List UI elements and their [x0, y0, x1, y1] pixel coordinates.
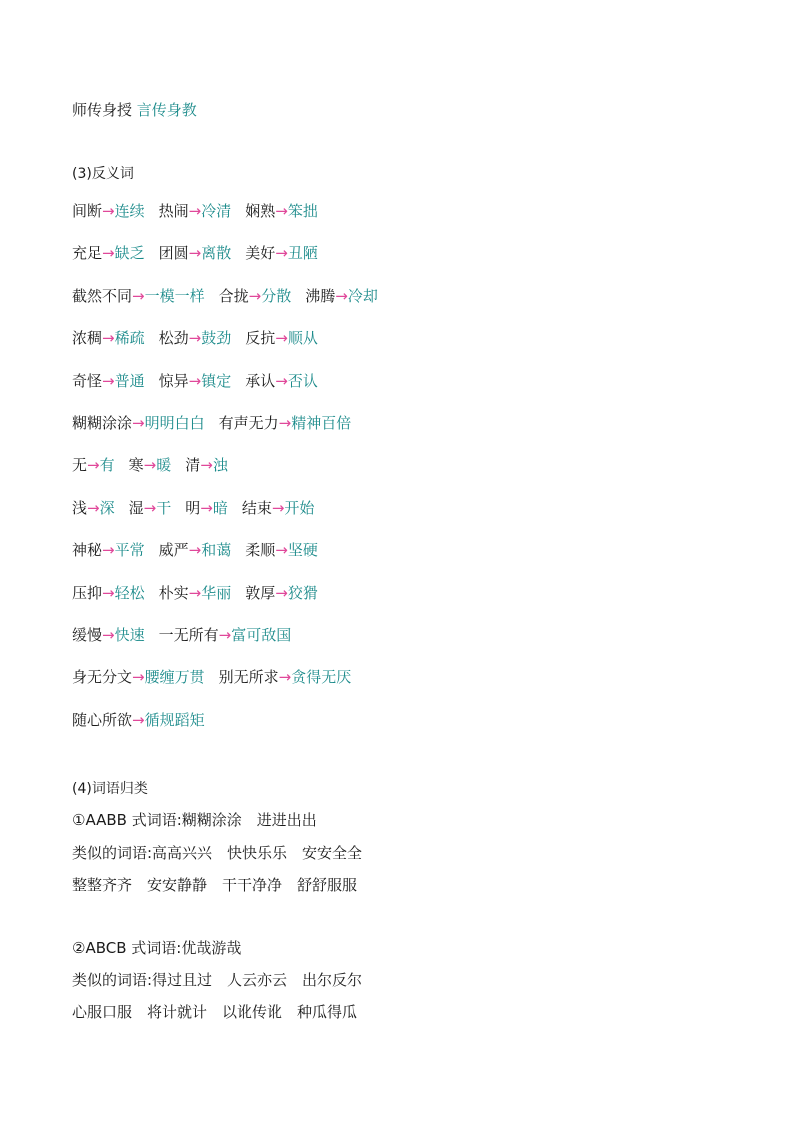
arrow-icon: →: [132, 711, 145, 729]
antonym-pair: [219, 287, 292, 305]
antonym-row: [72, 328, 318, 348]
arrow-icon: →: [188, 584, 202, 602]
arrow-icon: →: [132, 668, 145, 686]
antonym-word: 美好: [245, 244, 276, 262]
antonym-pair: [129, 456, 172, 474]
arrow-icon: →: [102, 329, 115, 347]
antonym-pair: [185, 456, 228, 474]
antonym-pair: [159, 584, 232, 602]
antonym-word: 奇怪: [72, 372, 103, 390]
antonym-word: 身无分文: [72, 668, 133, 686]
intro-line: [72, 100, 197, 120]
antonym-pair: [72, 287, 205, 305]
antonym-word: 结束: [241, 499, 272, 517]
arrow-icon: →: [188, 202, 202, 220]
antonym-word: 糊糊涂涂: [72, 414, 133, 432]
arrow-icon: →: [275, 541, 288, 559]
antonym-row: [72, 455, 228, 475]
antonym-pair: [72, 244, 145, 262]
antonym-word: 明: [185, 499, 201, 517]
arrow-icon: →: [132, 414, 145, 432]
arrow-icon: →: [200, 456, 213, 474]
antonym-word: 有声无力: [218, 414, 279, 432]
antonym-answer: 镇定: [201, 372, 232, 390]
arrow-icon: →: [278, 414, 292, 432]
antonym-word: 浓稠: [72, 329, 103, 347]
arrow-icon: →: [275, 244, 288, 262]
antonym-answer: 贪得无厌: [291, 668, 352, 686]
antonym-answer: 坚硬: [287, 541, 318, 559]
antonym-answer: 稀疏: [114, 329, 145, 347]
arrow-icon: →: [275, 584, 288, 602]
arrow-icon: →: [132, 287, 145, 305]
arrow-icon: →: [275, 202, 288, 220]
antonym-word: 松劲: [158, 329, 189, 347]
antonym-row: [72, 371, 318, 391]
antonym-answer: 笨拙: [287, 202, 318, 220]
antonym-pair: [72, 711, 205, 729]
arrow-icon: →: [200, 499, 213, 517]
arrow-icon: →: [102, 372, 115, 390]
antonym-word: 浅: [72, 499, 88, 517]
arrow-icon: →: [271, 499, 285, 517]
antonym-answer: 顺从: [287, 329, 318, 347]
antonym-answer: 冷清: [201, 202, 232, 220]
antonym-answer: 冷却: [347, 287, 378, 305]
antonym-word: 柔顺: [245, 541, 276, 559]
arrow-icon: →: [102, 626, 115, 644]
arrow-icon: →: [102, 202, 115, 220]
antonym-answer: 富可敌国: [231, 626, 292, 644]
antonym-word: 威严: [158, 541, 189, 559]
antonym-answer: 有: [99, 456, 115, 474]
arrow-icon: →: [143, 499, 157, 517]
antonym-word: 朴实: [158, 584, 189, 602]
antonym-answer: 离散: [201, 244, 232, 262]
antonym-row: [72, 667, 351, 687]
antonym-word: 无: [72, 456, 88, 474]
antonym-answer: 精神百倍: [291, 414, 352, 432]
antonym-word: 承认: [245, 372, 276, 390]
antonym-row: [72, 243, 318, 263]
arrow-icon: →: [87, 456, 100, 474]
antonym-pair: [245, 202, 318, 220]
arrow-icon: →: [143, 456, 157, 474]
antonym-word: 惊异: [158, 372, 189, 390]
arrow-icon: →: [278, 668, 292, 686]
antonym-word: 充足: [72, 244, 103, 262]
arrow-icon: →: [188, 541, 202, 559]
antonym-pair: [72, 372, 145, 390]
antonym-answer: 分散: [261, 287, 292, 305]
antonym-word: 截然不同: [72, 287, 133, 305]
antonym-pair: [219, 668, 352, 686]
arrow-icon: →: [275, 372, 288, 390]
antonym-pair: [72, 329, 145, 347]
antonym-row: [72, 710, 205, 730]
antonym-answer: 狡猾: [287, 584, 318, 602]
antonym-pair: [72, 668, 205, 686]
antonyms-heading: (3)反义词: [72, 166, 134, 182]
antonym-word: 间断: [72, 202, 103, 220]
antonym-pair: [305, 287, 378, 305]
antonym-word: 清: [185, 456, 201, 474]
aabb-similar-line-1: 类似的词语:高高兴兴 快快乐乐 安安全全: [72, 844, 363, 862]
antonym-pair: [159, 202, 232, 220]
classification-heading: (4)词语归类: [72, 781, 148, 797]
antonym-pair: [159, 244, 232, 262]
antonym-word: 一无所有: [158, 626, 219, 644]
antonym-word: 随心所欲: [72, 711, 133, 729]
antonym-answer: 暗: [212, 499, 228, 517]
antonym-answer: 丑陋: [287, 244, 318, 262]
antonym-word: 娴熟: [245, 202, 276, 220]
antonym-row: [72, 583, 318, 603]
aabb-similar-line-2: 整整齐齐 安安静静 干干净净 舒舒服服: [72, 876, 358, 894]
antonym-answer: 快速: [114, 626, 145, 644]
antonym-pair: [72, 202, 145, 220]
arrow-icon: →: [102, 244, 115, 262]
antonym-pair: [245, 244, 318, 262]
antonym-row: [72, 540, 318, 560]
antonym-answer: 开始: [284, 499, 315, 517]
antonym-pair: [219, 414, 352, 432]
aabb-title: ①AABB 式词语:糊糊涂涂 进进出出: [72, 811, 317, 829]
antonym-word: 热闹: [158, 202, 189, 220]
antonym-word: 反抗: [245, 329, 276, 347]
antonym-pair: [72, 584, 145, 602]
antonym-pair: [159, 329, 232, 347]
arrow-icon: →: [87, 499, 100, 517]
antonym-answer: 和蔼: [201, 541, 232, 559]
antonym-answer: 普通: [114, 372, 145, 390]
antonym-pair: [245, 541, 318, 559]
arrow-icon: →: [188, 329, 202, 347]
antonym-pair: [72, 626, 145, 644]
antonym-answer: 缺乏: [114, 244, 145, 262]
antonym-word: 合拢: [218, 287, 249, 305]
intro-right: 言传身教: [136, 101, 197, 119]
arrow-icon: →: [102, 584, 115, 602]
arrow-icon: →: [188, 244, 202, 262]
abcb-similar-line-1: 类似的词语:得过且过 人云亦云 出尔反尔: [72, 971, 363, 989]
antonym-answer: 平常: [114, 541, 145, 559]
antonym-row: [72, 201, 318, 221]
antonym-word: 寒: [128, 456, 144, 474]
antonym-word: 沸腾: [305, 287, 336, 305]
antonym-pair: [159, 626, 292, 644]
antonym-pair: [72, 414, 205, 432]
antonym-row: [72, 413, 351, 433]
antonym-answer: 循规蹈矩: [144, 711, 205, 729]
arrow-icon: →: [102, 541, 115, 559]
antonym-answer: 连续: [114, 202, 145, 220]
antonym-row: [72, 498, 314, 518]
antonym-pair: [242, 499, 315, 517]
antonym-answer: 鼓劲: [201, 329, 232, 347]
antonym-pair: [245, 584, 318, 602]
antonym-answer: 否认: [287, 372, 318, 390]
antonym-word: 团圆: [158, 244, 189, 262]
antonym-answer: 明明白白: [144, 414, 205, 432]
antonym-answer: 腰缠万贯: [144, 668, 205, 686]
antonym-row: [72, 625, 291, 645]
antonym-pair: [245, 372, 318, 390]
antonym-pair: [245, 329, 318, 347]
arrow-icon: →: [275, 329, 288, 347]
abcb-similar-line-2: 心服口服 将计就计 以讹传讹 种瓜得瓜: [72, 1003, 358, 1021]
antonym-answer: 轻松: [114, 584, 145, 602]
intro-left: 师传身授: [72, 101, 133, 119]
arrow-icon: →: [248, 287, 262, 305]
antonym-pair: [129, 499, 172, 517]
antonym-answer: 浊: [212, 456, 228, 474]
antonym-answer: 华丽: [201, 584, 232, 602]
arrow-icon: →: [335, 287, 348, 305]
antonym-word: 敦厚: [245, 584, 276, 602]
antonym-answer: 干: [156, 499, 172, 517]
arrow-icon: →: [188, 372, 202, 390]
antonym-pair: [159, 541, 232, 559]
antonym-answer: 一模一样: [144, 287, 205, 305]
antonym-answer: 深: [99, 499, 115, 517]
antonym-word: 别无所求: [218, 668, 279, 686]
antonym-pair: [72, 499, 115, 517]
abcb-title: ②ABCB 式词语:优哉游哉: [72, 939, 242, 957]
arrow-icon: →: [218, 626, 232, 644]
antonym-word: 缓慢: [72, 626, 103, 644]
antonym-pair: [72, 456, 115, 474]
antonym-answer: 暖: [156, 456, 172, 474]
antonym-row: [72, 286, 378, 306]
antonym-word: 湿: [128, 499, 144, 517]
antonym-pair: [159, 372, 232, 390]
antonym-pair: [185, 499, 228, 517]
antonym-word: 神秘: [72, 541, 103, 559]
antonym-word: 压抑: [72, 584, 103, 602]
antonym-pair: [72, 541, 145, 559]
